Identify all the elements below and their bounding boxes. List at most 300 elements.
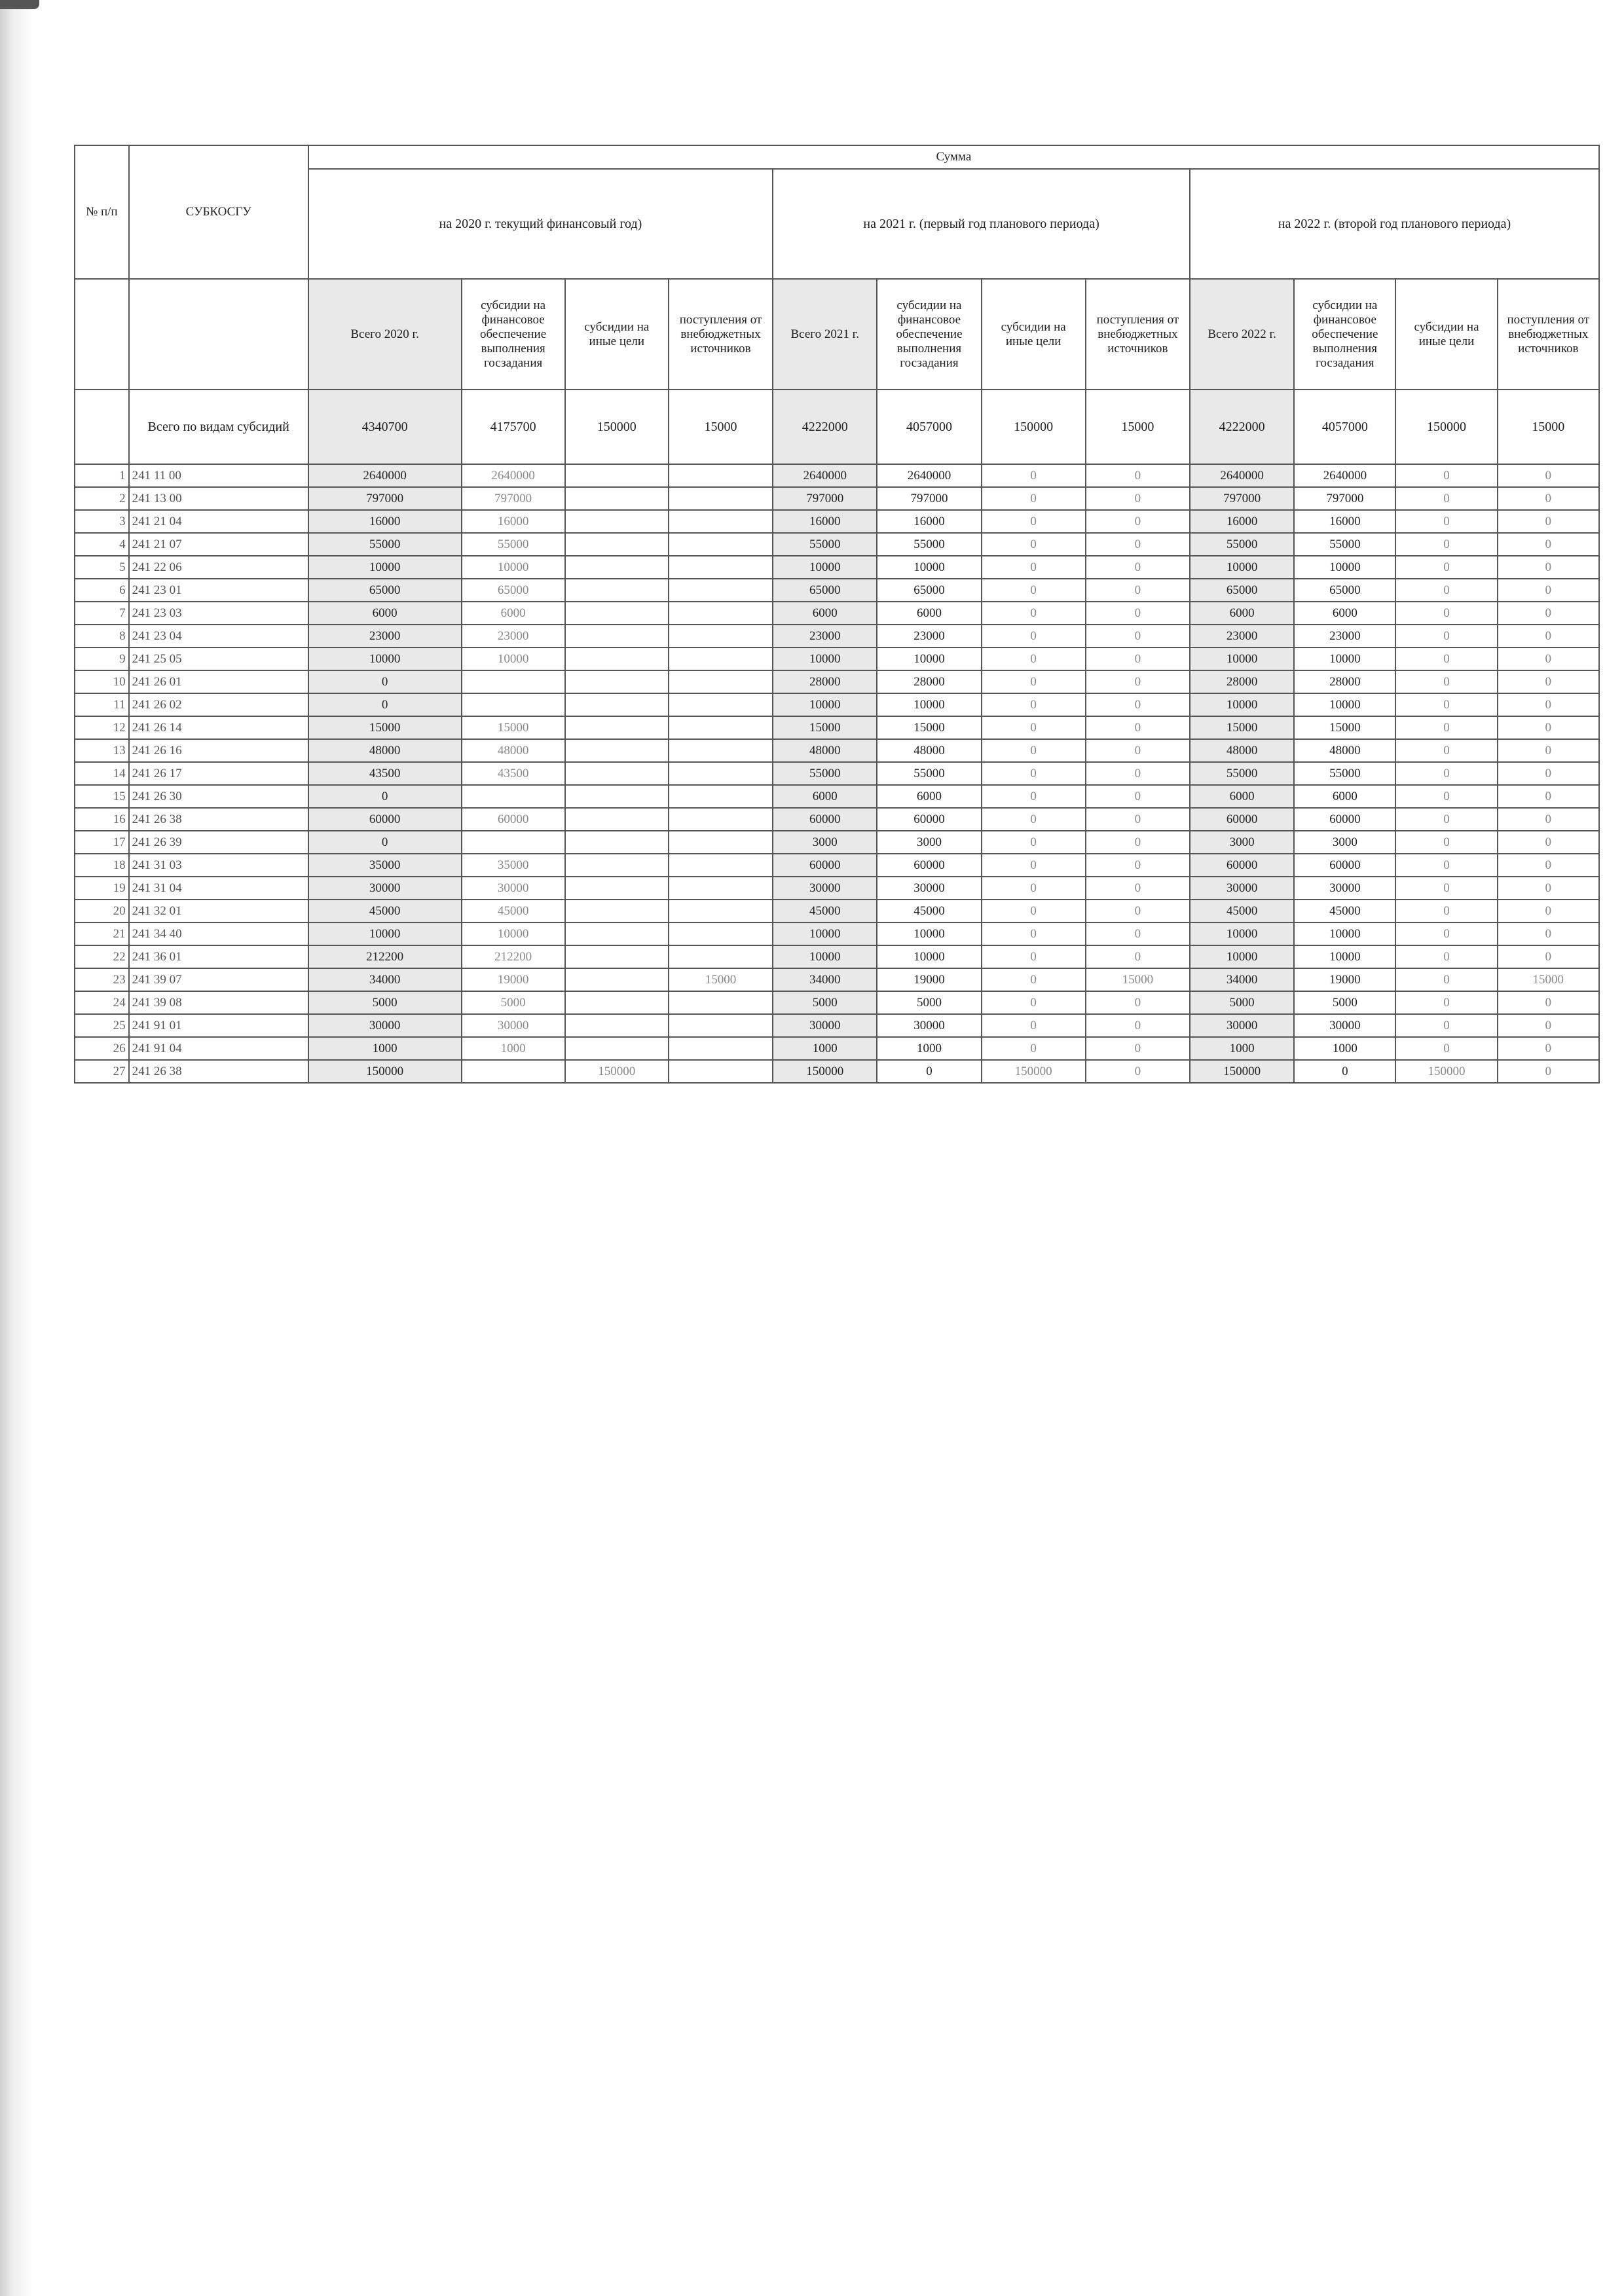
row-value: 0: [1086, 900, 1190, 922]
row-number: 23: [75, 968, 129, 991]
row-value: 10000: [1190, 647, 1294, 670]
row-value: 45000: [1190, 900, 1294, 922]
row-value: 3000: [1190, 831, 1294, 854]
row-value: 19000: [877, 968, 981, 991]
row-value: 797000: [1190, 487, 1294, 510]
row-value: 0: [982, 670, 1086, 693]
row-value: 0: [1498, 647, 1599, 670]
row-value: 0: [1395, 510, 1497, 533]
row-value: 16000: [1294, 510, 1395, 533]
row-code: 241 26 39: [129, 831, 308, 854]
row-number: 24: [75, 991, 129, 1014]
row-value: 0: [1086, 716, 1190, 739]
row-value: 34000: [308, 968, 462, 991]
row-value: 6000: [308, 602, 462, 625]
row-value: 6000: [462, 602, 565, 625]
row-value: 28000: [1294, 670, 1395, 693]
row-value: [565, 647, 669, 670]
row-value: [462, 785, 565, 808]
row-value: 2640000: [462, 464, 565, 487]
row-value: 10000: [1190, 945, 1294, 968]
row-value: 0: [1498, 739, 1599, 762]
row-value: [669, 464, 773, 487]
row-value: 10000: [877, 945, 981, 968]
row-value: [669, 625, 773, 647]
table-row: [75, 831, 1599, 854]
row-value: 0: [1086, 945, 1190, 968]
row-value: 2640000: [308, 464, 462, 487]
row-value: [565, 785, 669, 808]
row-value: 0: [1086, 991, 1190, 1014]
row-value: 1000: [462, 1037, 565, 1060]
row-value: 0: [1086, 831, 1190, 854]
row-value: 65000: [773, 579, 877, 602]
table-row: [75, 900, 1599, 922]
row-value: [565, 945, 669, 968]
row-code: 241 13 00: [129, 487, 308, 510]
row-value: [565, 922, 669, 945]
subheader-row: [75, 279, 1599, 390]
row-value: 23000: [462, 625, 565, 647]
row-value: 0: [1086, 464, 1190, 487]
row-value: 0: [982, 487, 1086, 510]
row-number: 5: [75, 556, 129, 579]
row-value: 60000: [462, 808, 565, 831]
row-value: 0: [1086, 854, 1190, 877]
row-number: 21: [75, 922, 129, 945]
table-row: [75, 1037, 1599, 1060]
row-number: 2: [75, 487, 129, 510]
row-value: 0: [1395, 670, 1497, 693]
row-value: 0: [1086, 556, 1190, 579]
row-value: 0: [1395, 602, 1497, 625]
row-value: 65000: [462, 579, 565, 602]
row-value: [565, 487, 669, 510]
row-value: 0: [308, 785, 462, 808]
row-value: [669, 693, 773, 716]
row-value: [565, 991, 669, 1014]
row-value: 28000: [877, 670, 981, 693]
row-value: 10000: [308, 647, 462, 670]
row-value: 15000: [877, 716, 981, 739]
table-row: [75, 579, 1599, 602]
row-value: 0: [1498, 510, 1599, 533]
row-value: 0: [982, 510, 1086, 533]
row-value: 35000: [462, 854, 565, 877]
row-value: 6000: [773, 785, 877, 808]
table-row: [75, 693, 1599, 716]
row-value: 23000: [1190, 625, 1294, 647]
totals-value: 150000: [565, 390, 669, 464]
totals-value: 150000: [1395, 390, 1497, 464]
row-value: 2640000: [773, 464, 877, 487]
row-value: 0: [982, 1037, 1086, 1060]
row-value: [565, 464, 669, 487]
row-value: 0: [1086, 647, 1190, 670]
row-value: [462, 693, 565, 716]
row-value: 0: [982, 762, 1086, 785]
row-value: [462, 670, 565, 693]
num-header: № п/п: [75, 145, 129, 279]
period-2022-header: на 2022 г. (второй год планового периода): [1190, 169, 1599, 279]
row-value: 10000: [1294, 556, 1395, 579]
row-code: 241 26 38: [129, 808, 308, 831]
totals-value: 4175700: [462, 390, 565, 464]
row-value: 0: [1395, 991, 1497, 1014]
row-value: 0: [1086, 877, 1190, 900]
row-value: 0: [1395, 900, 1497, 922]
row-value: 65000: [1190, 579, 1294, 602]
row-value: 212200: [308, 945, 462, 968]
row-value: 10000: [1190, 922, 1294, 945]
row-value: 6000: [1190, 602, 1294, 625]
row-value: 0: [1086, 579, 1190, 602]
row-value: 0: [1395, 854, 1497, 877]
row-code: 241 26 17: [129, 762, 308, 785]
row-value: 0: [1498, 854, 1599, 877]
row-number: 26: [75, 1037, 129, 1060]
row-value: 0: [308, 831, 462, 854]
row-value: 0: [1395, 625, 1497, 647]
row-value: 0: [1086, 808, 1190, 831]
row-value: 28000: [1190, 670, 1294, 693]
row-code: 241 26 38: [129, 1060, 308, 1083]
row-number: 7: [75, 602, 129, 625]
row-value: 3000: [1294, 831, 1395, 854]
row-code: 241 23 04: [129, 625, 308, 647]
row-value: 0: [1498, 602, 1599, 625]
row-value: 10000: [773, 922, 877, 945]
row-value: 30000: [773, 1014, 877, 1037]
row-number: 13: [75, 739, 129, 762]
row-code: 241 91 04: [129, 1037, 308, 1060]
table-row: [75, 1014, 1599, 1037]
row-value: [565, 854, 669, 877]
row-value: 797000: [308, 487, 462, 510]
table-row: [75, 1060, 1599, 1083]
row-value: 3000: [773, 831, 877, 854]
row-value: [669, 670, 773, 693]
totals-value: 4222000: [773, 390, 877, 464]
subheader-other-2022: субсидии на иные цели: [1395, 279, 1497, 390]
row-value: 0: [1395, 831, 1497, 854]
row-value: 0: [1498, 487, 1599, 510]
row-value: 10000: [877, 693, 981, 716]
row-value: 0: [1294, 1060, 1395, 1083]
row-value: 0: [982, 991, 1086, 1014]
row-value: [669, 487, 773, 510]
row-value: 23000: [877, 625, 981, 647]
row-value: 45000: [462, 900, 565, 922]
row-value: 0: [1086, 785, 1190, 808]
row-value: 6000: [1190, 785, 1294, 808]
row-value: 0: [1086, 533, 1190, 556]
row-value: 5000: [773, 991, 877, 1014]
row-value: 0: [1498, 579, 1599, 602]
row-value: 10000: [1294, 693, 1395, 716]
row-value: [669, 854, 773, 877]
row-value: 0: [1498, 762, 1599, 785]
row-value: 55000: [877, 533, 981, 556]
sum-header: Сумма: [308, 145, 1599, 169]
row-code: 241 39 07: [129, 968, 308, 991]
row-value: [669, 647, 773, 670]
row-value: 23000: [1294, 625, 1395, 647]
row-value: 0: [1086, 670, 1190, 693]
row-value: 0: [982, 556, 1086, 579]
row-value: 0: [1395, 968, 1497, 991]
row-value: 30000: [1294, 1014, 1395, 1037]
row-number: 17: [75, 831, 129, 854]
row-value: 6000: [1294, 785, 1395, 808]
row-value: [565, 670, 669, 693]
subheader-other-2021: субсидии на иные цели: [982, 279, 1086, 390]
row-value: 1000: [877, 1037, 981, 1060]
row-code: 241 26 01: [129, 670, 308, 693]
row-value: 0: [1498, 785, 1599, 808]
row-value: 55000: [462, 533, 565, 556]
row-value: [565, 831, 669, 854]
row-value: 10000: [1190, 693, 1294, 716]
table-row: [75, 762, 1599, 785]
row-value: 55000: [877, 762, 981, 785]
table-row: [75, 716, 1599, 739]
row-value: [669, 579, 773, 602]
row-value: 0: [1395, 877, 1497, 900]
row-value: 0: [982, 968, 1086, 991]
row-value: 0: [982, 693, 1086, 716]
row-code: 241 36 01: [129, 945, 308, 968]
row-value: [565, 556, 669, 579]
row-value: [565, 877, 669, 900]
row-value: 16000: [1190, 510, 1294, 533]
row-value: 55000: [773, 762, 877, 785]
row-value: [565, 1037, 669, 1060]
row-number: 10: [75, 670, 129, 693]
row-value: 0: [982, 533, 1086, 556]
row-value: 0: [1498, 922, 1599, 945]
row-value: [669, 762, 773, 785]
row-number: 4: [75, 533, 129, 556]
row-value: 0: [1498, 991, 1599, 1014]
totals-value: 15000: [1498, 390, 1599, 464]
row-value: [565, 510, 669, 533]
row-value: 0: [982, 602, 1086, 625]
row-value: 6000: [877, 602, 981, 625]
row-value: 30000: [1190, 1014, 1294, 1037]
subsidy-table: [74, 145, 1600, 1084]
row-value: 0: [1086, 1060, 1190, 1083]
row-value: 16000: [462, 510, 565, 533]
row-value: 0: [1086, 762, 1190, 785]
row-value: 0: [1395, 579, 1497, 602]
row-value: 2640000: [877, 464, 981, 487]
row-value: 0: [1498, 1037, 1599, 1060]
row-value: 15000: [1498, 968, 1599, 991]
row-code: 241 25 05: [129, 647, 308, 670]
row-value: 65000: [877, 579, 981, 602]
subheader-total-2021: Всего 2021 г.: [773, 279, 877, 390]
row-value: 0: [982, 922, 1086, 945]
row-value: 5000: [1294, 991, 1395, 1014]
row-value: 5000: [877, 991, 981, 1014]
row-value: 5000: [1190, 991, 1294, 1014]
row-code: 241 23 03: [129, 602, 308, 625]
row-value: 0: [982, 854, 1086, 877]
row-value: 60000: [1294, 808, 1395, 831]
row-value: 60000: [877, 808, 981, 831]
row-value: 5000: [462, 991, 565, 1014]
row-value: 48000: [877, 739, 981, 762]
row-value: [669, 945, 773, 968]
row-value: 10000: [462, 556, 565, 579]
row-value: 0: [1086, 1014, 1190, 1037]
row-value: [669, 533, 773, 556]
row-value: 23000: [773, 625, 877, 647]
row-value: [565, 808, 669, 831]
row-value: 0: [308, 693, 462, 716]
row-value: [565, 1014, 669, 1037]
row-value: 2640000: [1294, 464, 1395, 487]
row-value: 0: [1086, 510, 1190, 533]
row-value: [565, 716, 669, 739]
row-value: 60000: [1294, 854, 1395, 877]
row-value: 0: [1086, 1037, 1190, 1060]
row-value: 10000: [773, 693, 877, 716]
row-value: 34000: [1190, 968, 1294, 991]
totals-value: 15000: [669, 390, 773, 464]
row-value: 16000: [877, 510, 981, 533]
row-value: 0: [1395, 808, 1497, 831]
row-value: 10000: [1294, 647, 1395, 670]
subheader-total-2022: Всего 2022 г.: [1190, 279, 1294, 390]
row-value: 55000: [308, 533, 462, 556]
row-value: 0: [1498, 625, 1599, 647]
row-value: 48000: [1294, 739, 1395, 762]
row-value: 60000: [1190, 808, 1294, 831]
row-value: 0: [1498, 900, 1599, 922]
row-value: 0: [982, 625, 1086, 647]
row-value: 0: [982, 808, 1086, 831]
table-row: [75, 556, 1599, 579]
row-value: 0: [1498, 716, 1599, 739]
table-row: [75, 877, 1599, 900]
row-value: 55000: [1190, 762, 1294, 785]
table-header: [75, 145, 1599, 390]
row-value: 45000: [308, 900, 462, 922]
row-value: [462, 831, 565, 854]
row-value: 797000: [877, 487, 981, 510]
table-body: [75, 390, 1599, 1083]
row-value: 0: [1395, 464, 1497, 487]
row-value: [669, 785, 773, 808]
row-number: 18: [75, 854, 129, 877]
row-value: 0: [1498, 556, 1599, 579]
row-code: 241 22 06: [129, 556, 308, 579]
row-value: 150000: [1395, 1060, 1497, 1083]
period-2020-header: на 2020 г. текущий финансовый год): [308, 169, 773, 279]
row-code: 241 23 01: [129, 579, 308, 602]
row-value: 150000: [308, 1060, 462, 1083]
row-value: 797000: [1294, 487, 1395, 510]
row-number: 3: [75, 510, 129, 533]
row-value: 30000: [1190, 877, 1294, 900]
subheader-other-2020: субсидии на иные цели: [565, 279, 669, 390]
row-value: 5000: [308, 991, 462, 1014]
row-value: 0: [982, 900, 1086, 922]
row-code: 241 26 14: [129, 716, 308, 739]
period-2021-header: на 2021 г. (первый год планового периода): [773, 169, 1190, 279]
row-value: 0: [1395, 1037, 1497, 1060]
row-value: 48000: [1190, 739, 1294, 762]
row-value: 0: [1498, 533, 1599, 556]
row-value: 0: [1498, 1014, 1599, 1037]
row-value: 48000: [308, 739, 462, 762]
row-value: 0: [1086, 487, 1190, 510]
table-row: [75, 533, 1599, 556]
totals-value: 4057000: [877, 390, 981, 464]
row-value: 0: [1498, 877, 1599, 900]
row-value: [669, 877, 773, 900]
row-value: [565, 968, 669, 991]
row-code: 241 32 01: [129, 900, 308, 922]
table-row: [75, 510, 1599, 533]
row-number: 9: [75, 647, 129, 670]
row-value: 10000: [877, 922, 981, 945]
row-value: 30000: [308, 877, 462, 900]
row-value: 0: [1498, 945, 1599, 968]
row-value: 34000: [773, 968, 877, 991]
row-value: [669, 1014, 773, 1037]
row-value: 48000: [773, 739, 877, 762]
totals-value: 150000: [982, 390, 1086, 464]
row-value: 23000: [308, 625, 462, 647]
row-number: 27: [75, 1060, 129, 1083]
row-value: 1000: [773, 1037, 877, 1060]
totals-value: 15000: [1086, 390, 1190, 464]
row-number: 25: [75, 1014, 129, 1037]
table-row: [75, 968, 1599, 991]
row-value: 0: [1395, 785, 1497, 808]
row-value: 10000: [1190, 556, 1294, 579]
row-value: 0: [308, 670, 462, 693]
row-value: 797000: [773, 487, 877, 510]
row-value: [669, 900, 773, 922]
row-number: 1: [75, 464, 129, 487]
row-value: 55000: [773, 533, 877, 556]
row-value: 28000: [773, 670, 877, 693]
row-value: 10000: [308, 922, 462, 945]
row-value: 0: [1498, 670, 1599, 693]
row-value: 0: [982, 1014, 1086, 1037]
row-value: 45000: [773, 900, 877, 922]
row-value: 10000: [773, 647, 877, 670]
row-value: [565, 533, 669, 556]
totals-value: 4222000: [1190, 390, 1294, 464]
code-header: СУБКОСГУ: [129, 145, 308, 279]
row-value: 30000: [462, 1014, 565, 1037]
row-value: 150000: [565, 1060, 669, 1083]
row-value: 10000: [1294, 922, 1395, 945]
row-value: 60000: [773, 854, 877, 877]
row-value: 15000: [462, 716, 565, 739]
row-value: 6000: [1294, 602, 1395, 625]
scan-corner-mark: [0, 0, 39, 9]
row-value: 45000: [877, 900, 981, 922]
totals-label: Всего по видам субсидий: [129, 390, 308, 464]
row-value: 45000: [1294, 900, 1395, 922]
row-value: 30000: [877, 1014, 981, 1037]
